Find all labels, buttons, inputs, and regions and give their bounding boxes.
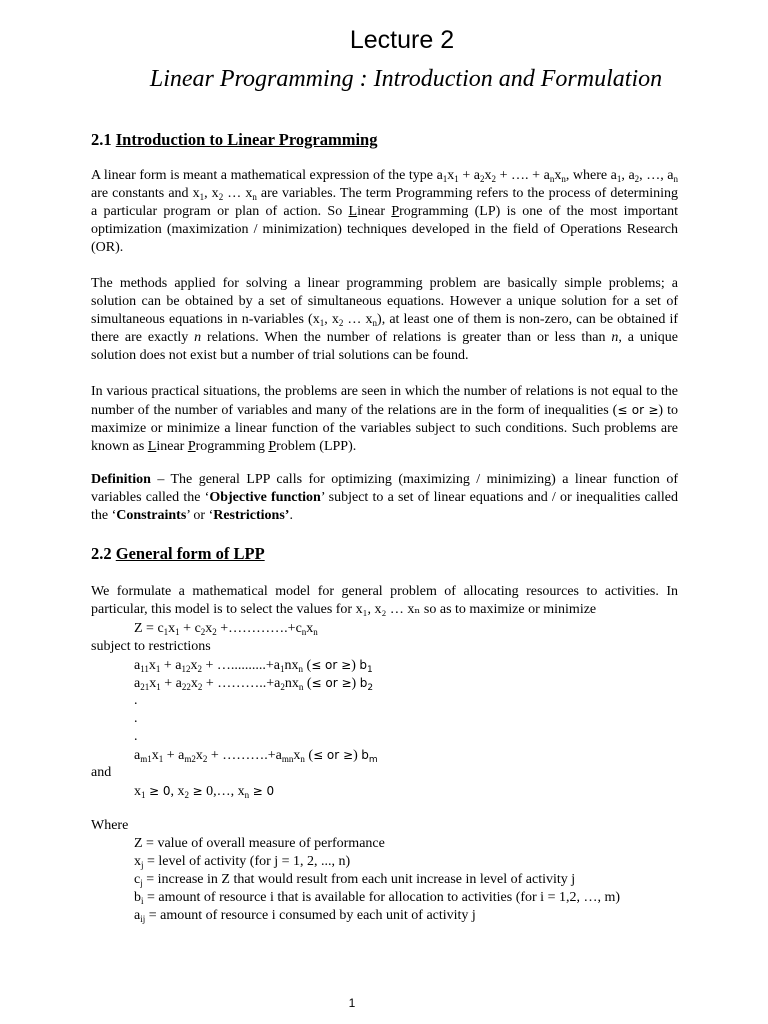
section-2-1-heading	[91, 130, 377, 150]
section-2-2-number: 2.2	[91, 544, 112, 563]
definition-text-2: ’ subject to a set of linear equations and / or inequalities called the ‘	[91, 490, 678, 523]
def-bi: $b_i$ = amount of resource i that is available for allocation to activities (for i = 1,2, …, m)	[134, 890, 621, 906]
page-number: 1	[348, 996, 356, 1010]
def-cj-text: increase in Z that would result from each unit increase in level of activity j	[157, 872, 576, 887]
paragraph-methods: The methods applied for solving a linear programming problem are basically simple problems; a solution can be obtained by a set of simultaneous equations. However a unique solution for a set of simultaneous equations in n-variables ($x_1$, $x_2$ … $x_n$), at least one of them is non-zero, can be obtained if there are exactly n relations. When the number of relations is greater than or less than n, a unique solution does not exist but a number of trial solutions can be found.	[91, 276, 679, 363]
subject-to-label: subject to restrictions	[91, 639, 211, 654]
ellipsis-dot: .	[134, 711, 138, 726]
definition-label: Definition	[91, 472, 151, 487]
paragraph-definition	[91, 471, 678, 525]
constraint-row-1: $a_{11}x_1 + a_{12}x_2$ + $\dots..........+a_1nx_n$ (≤ or ≥) $b_1$	[134, 658, 373, 675]
definition-text-4: .	[289, 508, 293, 523]
ellipsis-dot: .	[134, 693, 138, 708]
restrictions-term: Restrictions’	[213, 508, 290, 523]
def-z: Z = value of overall measure of performance	[134, 836, 385, 851]
def-bi-text: amount of resource i that is available for allocation to activities (for i = 1,2, …, m)	[158, 890, 621, 905]
where-label: Where	[91, 818, 129, 833]
section-2-1-number: 2.1	[91, 130, 112, 149]
section-2-1-title: Introduction to Linear Programming	[115, 130, 378, 149]
and-label: and	[91, 765, 112, 780]
objective-function-term: Objective function	[209, 490, 321, 505]
constraint-row-m: $a_{m1}x_1 + a_{m2}x_2$ + $\dots\dots\dots.+a_{mn}x_n$ (≤ or ≥) $b_m$	[134, 748, 378, 765]
lecture-subtitle: Linear Programming : Introduction and Formulation	[149, 66, 663, 92]
constraints-term: Constraints	[116, 508, 187, 523]
section-2-2-heading	[91, 544, 265, 564]
non-negativity-constraint: $x_1 \ge 0$, $x_2$ ≥ 0,…, $x_n \ge 0$	[134, 784, 275, 800]
paragraph-formulation-intro: We formulate a mathematical model for general problem of allocating resources to activities. In particular, this model is to select the values for x₁, x₂ … xₙ so as to maximize or minimize	[91, 584, 678, 617]
paragraph-linear-form: A linear form is meant a mathematical expression of the type $a_1x_1 + a_2x_2$ + …. + $a_nx_n$, where $a_1$, $a_2$, …, $a_n$ are constants and $x_1$, $x_2$ … $x_n$ are variables. The term Programming refers to the process of determining a particular program or plan of action. So Linear Programming (LP) is one of the most important optimization (maximization / minimization) techniques developed in the field of Operations Research (OR).	[91, 168, 679, 255]
constraint-row-2: $a_{21}x_1 + a_{22}x_2$ + $\dots\dots\dots..+a_2nx_n$ (≤ or ≥) $b_2$	[134, 676, 374, 693]
paragraph-practical: In various practical situations, the problems are seen in which the number of relations is not equal to the number of the number of variables and many of the relations are in the form of inequalities (≤ or ≥) to maximize or minimize a linear function of the variables subject to such conditions. Such problems are known as Linear Programming Problem (LPP).	[91, 384, 678, 454]
section-2-2-title: General form of LPP	[115, 544, 265, 563]
def-aij: $a_{ij}$ = amount of resource i consumed by each unit of activity j	[134, 908, 476, 924]
objective-equation: $Z = c_1x_1 + c_2x_2$ $+\dots\dots\dots\dots.+c_nx_n$	[134, 621, 318, 637]
def-xj-text: level of activity (for j = 1, 2, ..., n)	[158, 854, 351, 869]
def-aij-text: amount of resource i consumed by each unit of activity j	[160, 908, 476, 923]
definition-text-3: ’ or ‘	[186, 508, 214, 523]
ellipsis-dot: .	[134, 729, 138, 744]
def-cj: $c_j$ = increase in Z that would result from each unit increase in level of activity j	[134, 872, 576, 888]
def-xj: $x_j$ = level of activity (for j = 1, 2, ..., n)	[134, 854, 351, 870]
definition-text-1: – The general LPP calls for optimizing (maximizing / minimizing) a linear function of variables called the ‘	[91, 472, 678, 505]
lecture-title: Lecture 2	[349, 26, 455, 54]
